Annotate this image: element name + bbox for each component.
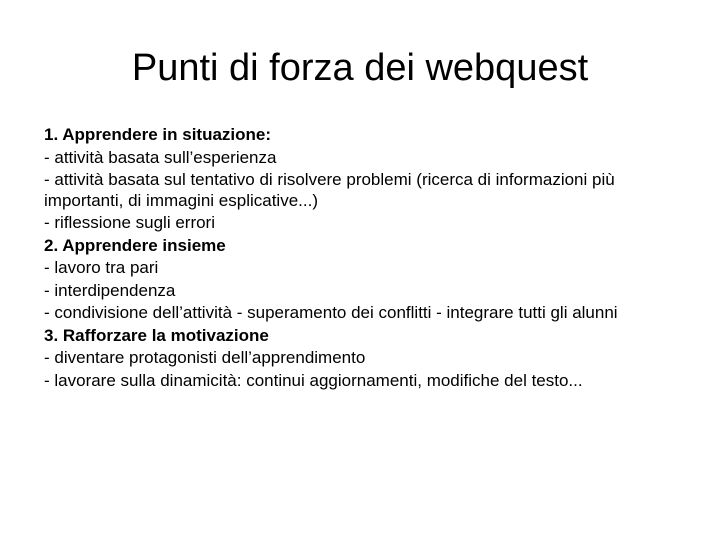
section-apprendere-insieme (44, 236, 684, 324)
bullet-item: - riflessione sugli errori (44, 213, 215, 232)
bullet-item: - lavorare sulla dinamicità: continui aggiornamenti, modifiche del testo... (44, 370, 583, 390)
bullet-item: - condivisione dell’attività - superamento dei conflitti - integrare tutti gli alunni (44, 303, 618, 322)
section-heading: 1. Apprendere in situazione: (44, 125, 272, 144)
slide-body (44, 125, 684, 393)
bullet-item: - attività basata sull’esperienza (44, 147, 277, 167)
bullet-item: - attività basata sul tentativo di risolvere problemi (ricerca di informazioni più importanti, di immagini esplicative...) (44, 170, 615, 210)
section-heading: 2. Apprendere insieme (44, 235, 226, 255)
section-heading: 3. Rafforzare la motivazione (44, 325, 269, 345)
bullet-item: - lavoro tra pari (44, 258, 159, 277)
section-apprendere-in-situazione (44, 125, 684, 234)
bullet-item: - interdipendenza (44, 280, 176, 300)
bullet-item: - diventare protagonisti dell’apprendimento (44, 348, 366, 367)
section-rafforzare-la-motivazione (44, 326, 684, 392)
slide-title: Punti di forza dei webquest (131, 47, 589, 89)
